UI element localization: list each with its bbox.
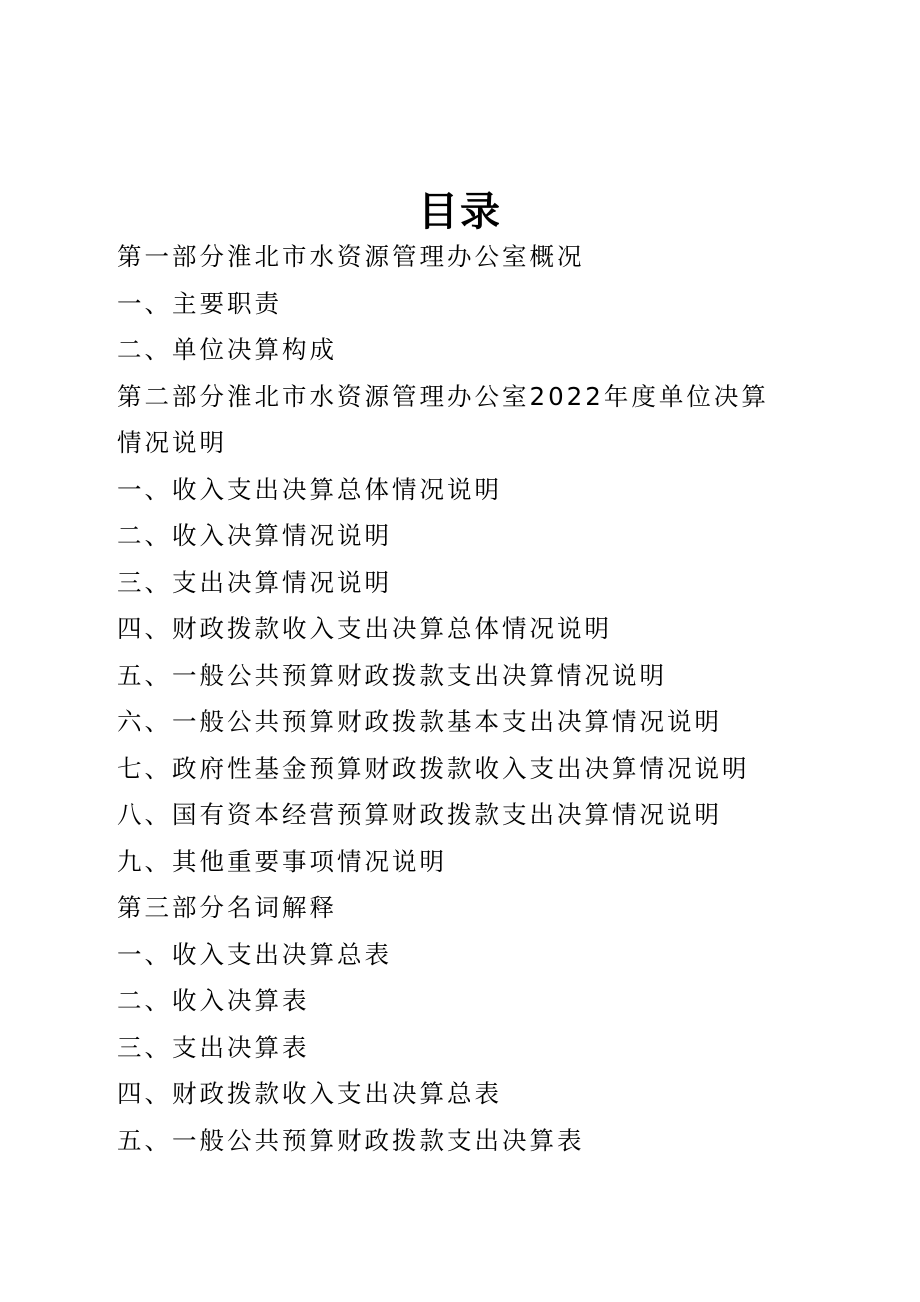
toc-item: 五、一般公共预算财政拨款支出决算情况说明 (117, 660, 667, 690)
toc-item: 一、收入支出决算总体情况说明 (117, 474, 502, 504)
toc-item: 五、一般公共预算财政拨款支出决算表 (117, 1125, 585, 1155)
toc-item: 一、主要职责 (117, 288, 282, 318)
toc-item: 九、其他重要事项情况说明 (117, 846, 447, 876)
toc-item: 一、收入支出决算总表 (117, 939, 392, 969)
toc-item: 三、支出决算表 (117, 1032, 310, 1062)
page-title: 目录 (418, 189, 502, 235)
toc-item: 四、财政拨款收入支出决算总表 (117, 1079, 502, 1108)
toc-item: 二、收入决算情况说明 (117, 521, 392, 550)
toc-item: 四、财政拨款收入支出决算总体情况说明 (117, 614, 612, 643)
toc-part-3-heading: 第三部分名词解释 (117, 893, 337, 922)
toc-part-1-heading: 第一部分淮北市水资源管理办公室概况 (117, 242, 585, 271)
table-of-contents (117, 234, 769, 1164)
toc-item: 二、单位决算构成 (117, 335, 337, 364)
toc-item: 八、国有资本经营预算财政拨款支出决算情况说明 (117, 800, 722, 829)
toc-part-2-heading: 第二部分淮北市水资源管理办公室2022年度单位决算 (117, 381, 769, 411)
toc-item: 七、政府性基金预算财政拨款收入支出决算情况说明 (117, 753, 750, 783)
toc-part-2-heading-continued: 情况说明 (117, 428, 227, 457)
toc-item: 三、支出决算情况说明 (117, 567, 392, 597)
toc-item: 二、收入决算表 (117, 986, 310, 1015)
toc-item: 六、一般公共预算财政拨款基本支出决算情况说明 (117, 707, 722, 736)
